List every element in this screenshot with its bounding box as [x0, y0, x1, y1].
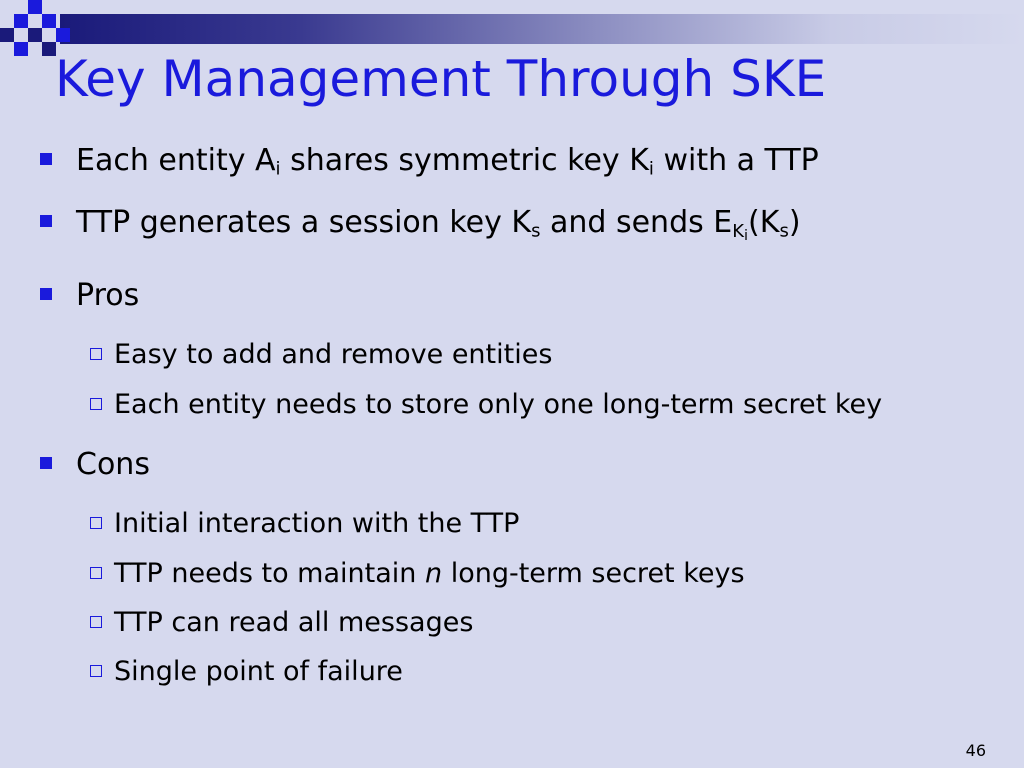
bullet-text: Pros [76, 278, 140, 313]
slide-title: Key Management Through SKE [55, 50, 827, 108]
subscript-text: K [732, 220, 745, 242]
hollow-square-icon [90, 348, 102, 360]
subscript: i [275, 158, 281, 180]
bullet-text: TTP generates a session key K [76, 205, 532, 240]
sub-bullet-text: Initial interaction with the TTP [114, 508, 520, 539]
bullet-entity-shares-key [40, 144, 819, 178]
sub-subscript: i [744, 227, 749, 244]
italic-variable: n [424, 558, 443, 589]
bullet-text: with a TTP [653, 143, 819, 178]
sub-bullet-text: TTP needs to maintain [114, 558, 425, 589]
bullet-square-icon [40, 215, 52, 227]
bullet-ttp-session-key [40, 205, 801, 244]
subscript: i [648, 158, 654, 180]
sub-bullet-text: long-term secret keys [442, 558, 745, 589]
bullet-text: Each entity A [76, 143, 276, 178]
pros-item [90, 390, 882, 420]
cons-item [90, 559, 745, 589]
sub-bullet-text: Easy to add and remove entities [114, 339, 553, 370]
bullet-square-icon [40, 457, 52, 469]
pros-item [90, 340, 552, 370]
cons-item [90, 657, 403, 687]
bullet-pros [40, 279, 139, 313]
bullet-cons [40, 448, 150, 482]
hollow-square-icon [90, 517, 102, 529]
bullet-text: Cons [76, 447, 150, 482]
subscript: s [531, 220, 541, 242]
subscript: s [779, 220, 789, 242]
bullet-square-icon [40, 288, 52, 300]
hollow-square-icon [90, 616, 102, 628]
sub-bullet-text: Single point of failure [114, 656, 403, 687]
sub-bullet-text: TTP can read all messages [114, 607, 474, 638]
cons-item [90, 608, 473, 638]
page-number: 46 [965, 741, 986, 760]
hollow-square-icon [90, 665, 102, 677]
bullet-text: (K [748, 205, 780, 240]
hollow-square-icon [90, 398, 102, 410]
bullet-square-icon [40, 153, 52, 165]
bullet-text: and sends E [540, 205, 733, 240]
cons-item [90, 509, 519, 539]
subscript [732, 221, 748, 242]
bullet-text: ) [788, 205, 801, 240]
sub-bullet-text: Each entity needs to store only one long-term secret key [114, 389, 883, 420]
hollow-square-icon [90, 567, 102, 579]
bullet-text: shares symmetric key K [280, 143, 649, 178]
